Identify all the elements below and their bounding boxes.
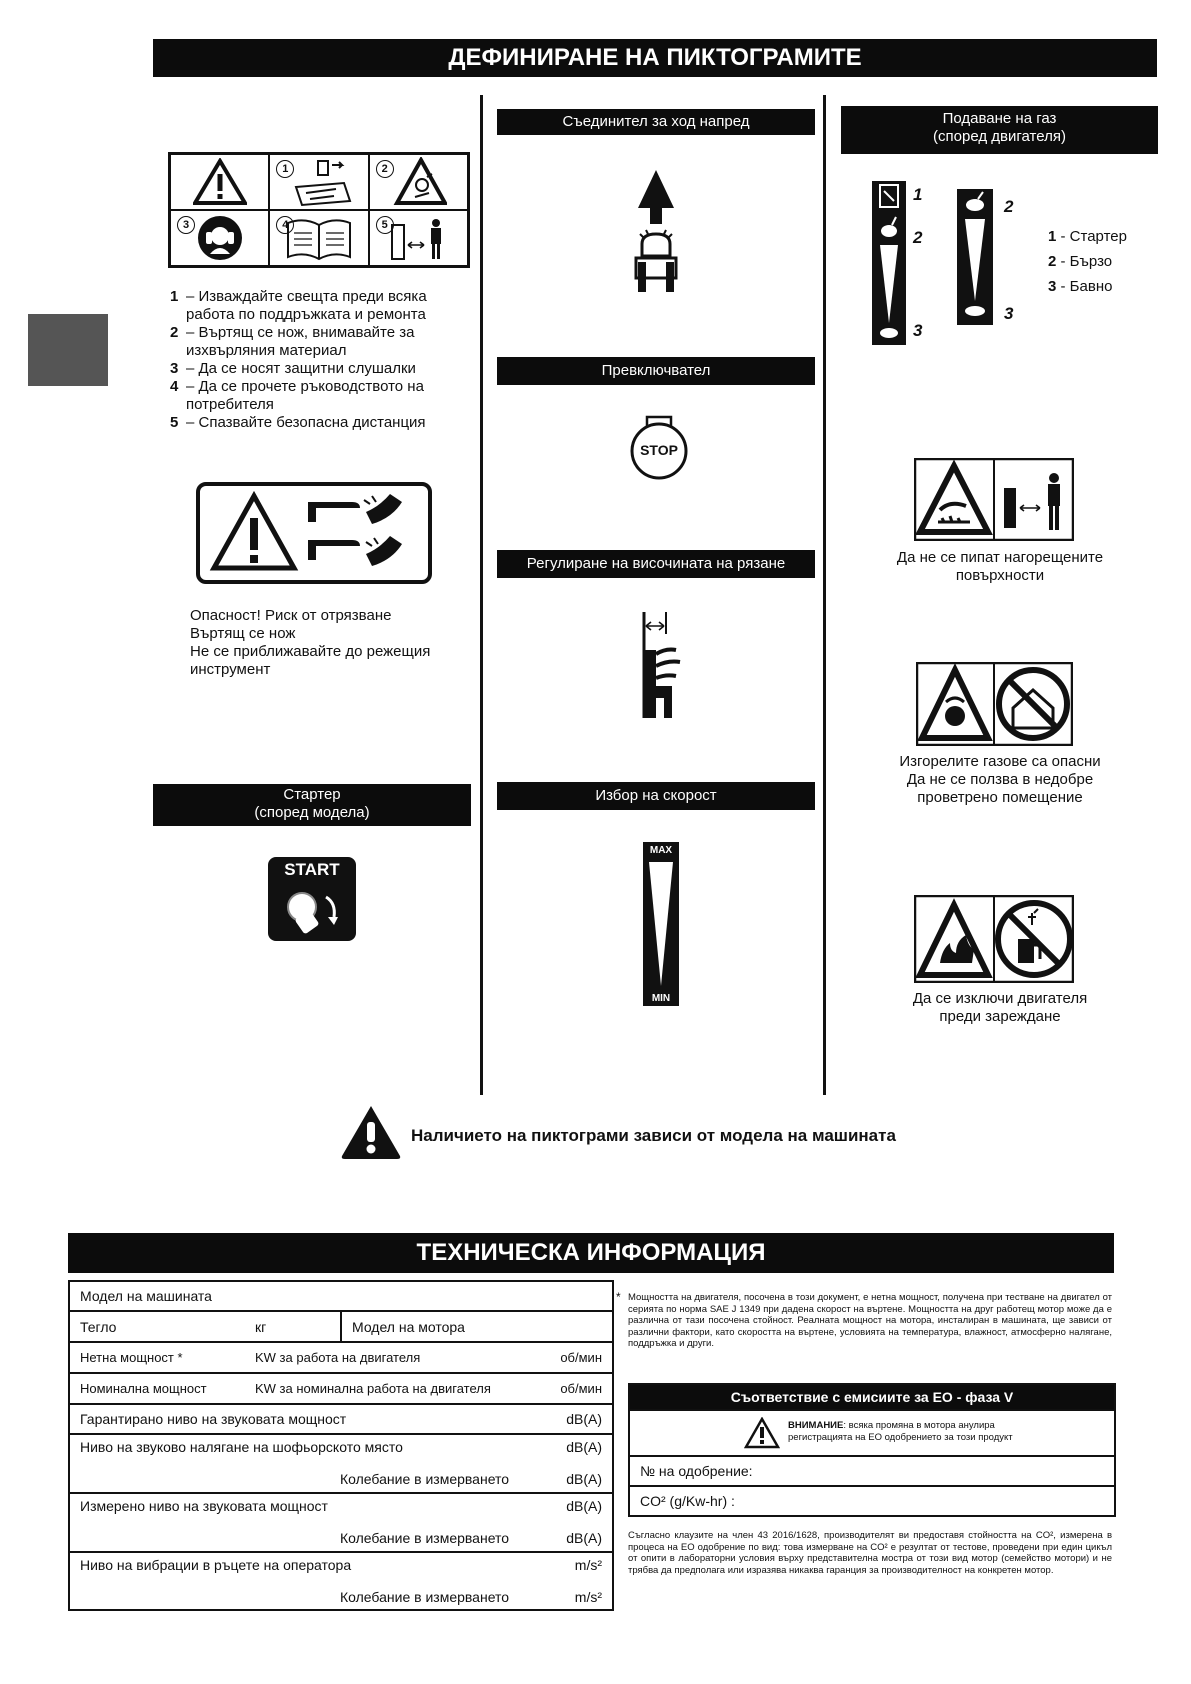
throttle-mark: 2 [913, 228, 923, 247]
power-note: Мощността на двигателя, посочена в този документ, е нетна мощност, получена при тестване на двигател от серията по норма SAE J 1349 при дадена скорост на въртене. Мощността на друг работещ мотор може да е различна от тази посочена стойност. Реалната мощност на мотора, инсталиран в машината, ще зависи от различни фактори, като скоростта на въртене, условията на температура, влажност, атмосферно налягане, поддръжка и други. [628, 1292, 1112, 1349]
manual-book-icon: 4 [269, 210, 368, 266]
throttle-lever-choke-icon [872, 181, 906, 345]
throttle-lever-icon [957, 189, 993, 325]
safe-distance-icon: 5 [369, 210, 468, 266]
legend-item: 2 - Бързо [1048, 253, 1113, 270]
starter-header: Стартер (според модела) [153, 784, 471, 826]
emissions-title: Съответствие с емисиите за ЕО - фаза V [630, 1385, 1114, 1409]
legend-item: 1 – Изваждайте свещта преди всяка работа по поддръжката и ремонта [170, 288, 427, 323]
forward-drive-arrow-icon [626, 168, 686, 296]
table-row: Нетна мощност * KW за работа на двигателя об/мин [70, 1343, 612, 1374]
throttle-mark: 1 [913, 185, 923, 204]
warning-triangle-icon [340, 1104, 402, 1160]
ear-protection-icon: 3 [170, 210, 269, 266]
pictograms-title: ДЕФИНИРАНЕ НА ПИКТОГРАМИТЕ [153, 39, 1157, 77]
table-row: Модел на машината [70, 1282, 612, 1312]
throttle-header: Подаване на газ (според двигателя) [841, 106, 1158, 154]
forward-clutch-header: Съединител за ход напред [497, 109, 815, 135]
refuel-caption: Да се изключи двигателя преди зареждане [912, 990, 1088, 1025]
stop-switch-icon: STOP [629, 413, 689, 481]
table-row: Номинална мощност KW за номинална работа на двигателя об/мин [70, 1374, 612, 1405]
legend-item: 4 – Да се прочете ръководството на потребителя [170, 378, 424, 413]
spark-plug-maintenance-icon: 1 [269, 154, 368, 210]
safety-legend [170, 288, 456, 432]
emissions-box [628, 1383, 1116, 1517]
cut-height-icon [636, 610, 688, 720]
emissions-warning: ВНИМАНИЕ: всяка промяна в мотора анулира регистрацията на ЕО одобрението за този продукт [630, 1409, 1114, 1455]
legend-item: 2 – Въртящ се нож, внимавайте за изхвърляния материал [170, 324, 415, 359]
table-row: Измерено ниво на звуковата мощност dB(A) Колебание в измерването dB(A) [70, 1494, 612, 1553]
tech-info-title: ТЕХНИЧЕСКА ИНФОРМАЦИЯ [68, 1233, 1114, 1273]
safety-pictogram-grid [168, 152, 470, 268]
no-refuel-running-icon [914, 895, 1074, 983]
cut-height-header: Регулиране на височината на рязане [497, 550, 815, 578]
danger-text: Опасност! Риск от отрязване Въртящ се нож Не се приближавайте до режещия инструмент [190, 607, 431, 678]
availability-note: Наличието на пиктограми зависи от модела на машината [411, 1126, 896, 1145]
column-divider-left [480, 95, 483, 1095]
table-row: Ниво на звуково налягане на шофьорското място dB(A) Колебание в измерването dB(A) [70, 1435, 612, 1494]
warning-triangle-icon [170, 154, 269, 210]
speed-header: Избор на скорост [497, 782, 815, 810]
throttle-mark: 3 [1004, 304, 1014, 323]
column-divider-right [823, 95, 826, 1095]
legend-item: 1 - Стартер [1048, 228, 1127, 245]
speed-selector-icon: MAX MIN [643, 842, 679, 1006]
approval-number-field: № на одобрение: [630, 1455, 1114, 1485]
rotating-blade-warning-icon [196, 482, 432, 584]
toxic-fumes-icon [916, 662, 1073, 746]
table-row: Тегло кг Модел на мотора [70, 1312, 612, 1343]
throttle-mark: 3 [913, 321, 923, 340]
hot-surfaces-caption: Да не се пипат нагорещените повърхности [896, 549, 1104, 584]
throttle-mark: 2 [1004, 197, 1014, 216]
chapter-tab [28, 314, 108, 386]
legend-item: 3 - Бавно [1048, 278, 1113, 295]
switch-header: Превключвател [497, 357, 815, 385]
power-note-asterisk: * [616, 1290, 621, 1304]
tech-spec-table [68, 1280, 614, 1611]
start-key-icon: START [268, 857, 356, 941]
warning-triangle-icon [744, 1417, 780, 1449]
throttle-legend [1048, 224, 1127, 299]
co2-field: CO² (g/Kw-hr) : [630, 1485, 1114, 1515]
exhaust-caption: Изгорелите газове са опасни Да не се ползва в недобре проветрено помещение [899, 753, 1101, 806]
thrown-objects-icon: 2 [369, 154, 468, 210]
legend-item: 5 – Спазвайте безопасна дистанция [170, 414, 426, 431]
table-row: Ниво на вибрации в ръцете на оператора m/s² Колебание в измерването m/s² [80, 1557, 602, 1605]
hot-surface-icon [914, 458, 1074, 541]
legend-item: 3 – Да се носят защитни слушалки [170, 360, 416, 377]
co2-note: Съгласно клаузите на член 43 2016/1628, производителят ви предоставя стойността на CO², измерена в процеса на ЕО одобрение по вид: това измерване на CO² е резултат от тестове, проведени при един цикъл от опити в лабораторни условия върху представителна мостра от този вид мотор (семейство мотори) и не трябва да предполага или изразява никаква гаранция за производителност на конкретен мотор. [628, 1530, 1112, 1576]
table-row: Гарантирано ниво на звуковата мощност dB(A) [70, 1405, 612, 1435]
